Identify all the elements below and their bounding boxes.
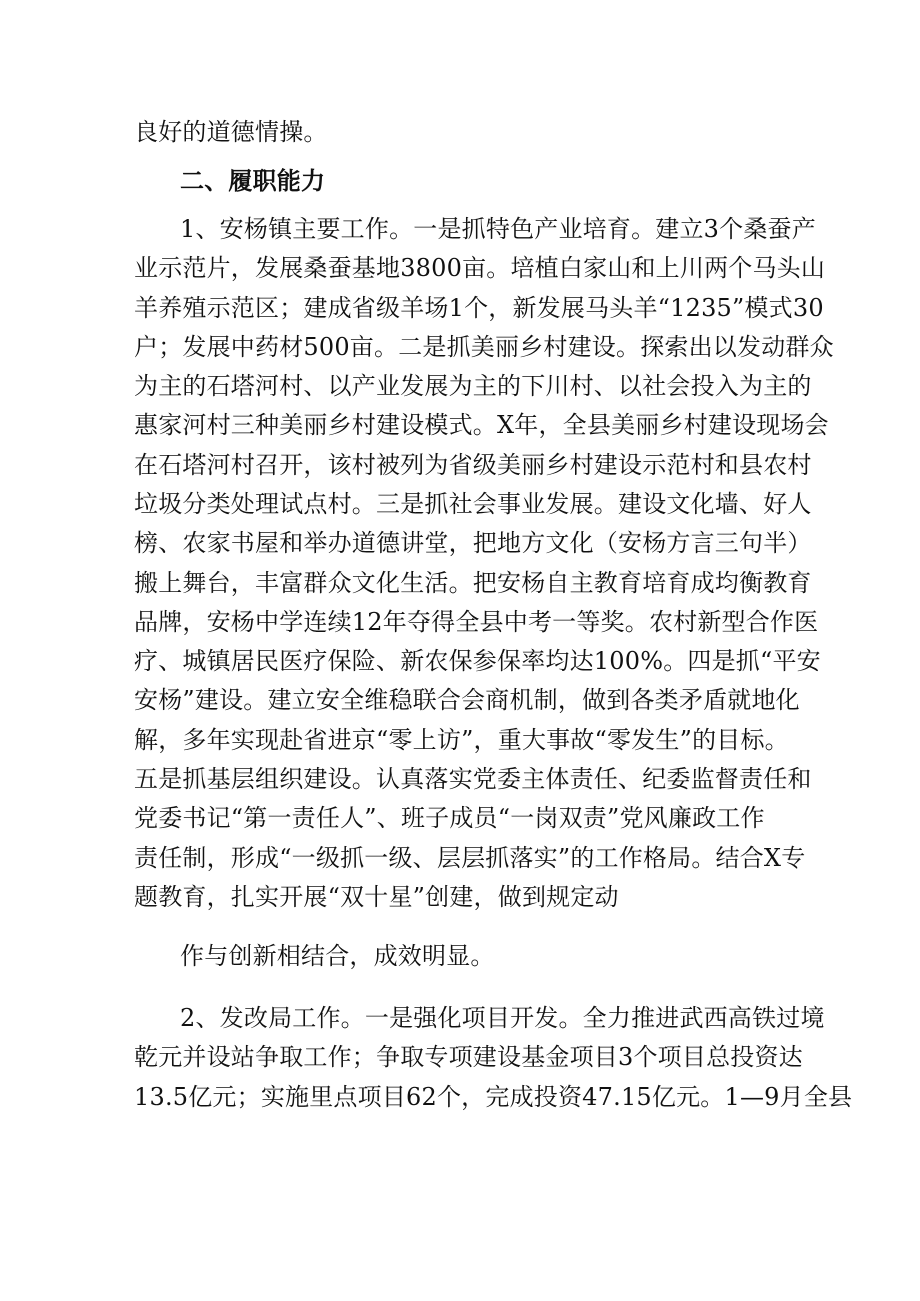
section-heading: 二、履职能力 — [180, 166, 326, 195]
text-line: 良好的道德情操。 — [134, 118, 328, 146]
text-line: 为主的石塔河村、以产业发展为主的下川村、以社会投入为主的 — [134, 372, 812, 400]
text-line: 党委书记“第一责任人”、班子成员“一岗双责”党风廉政工作 — [134, 804, 765, 832]
text-line: 题教育，扎实开展“双十星”创建，做到规定动 — [134, 883, 619, 911]
text-line: 安杨”建设。建立安全维稳联合会商机制，做到各类矛盾就地化 — [134, 686, 800, 714]
text-line: 榜、农家书屋和举办道德讲堂，把地方文化（安杨方言三句半） — [134, 529, 812, 557]
text-line: 羊养殖示范区；建成省级羊场1个，新发展马头羊“1235”模式30 — [134, 294, 824, 322]
paragraph-start: 1、安杨镇主要工作。一是抓特色产业培育。建立3个桑蚕产 — [180, 215, 816, 243]
text-line: 品牌，安杨中学连续12年夺得全县中考一等奖。农村新型合作医 — [134, 608, 819, 636]
text-line: 搬上舞台，丰富群众文化生活。把安杨自主教育培育成均衡教育 — [134, 569, 812, 597]
text-line: 作与创新相结合，成效明显。 — [180, 942, 495, 970]
text-line: 五是抓基层组织建设。认真落实党委主体责任、纪委监督责任和 — [134, 765, 812, 793]
text-line: 垃圾分类处理试点村。三是抓社会事业发展。建设文化墙、好人 — [134, 490, 812, 518]
text-line: 惠家河村三种美丽乡村建设模式。X年，全县美丽乡村建设现场会 — [134, 411, 829, 439]
text-line: 业示范片，发展桑蚕基地3800亩。培植白家山和上川两个马头山 — [134, 254, 826, 282]
text-line: 疗、城镇居民医疗保险、新农保参保率均达100%。四是抓“平安 — [134, 647, 821, 675]
text-line: 13.5亿元；实施里点项目62个，完成投资47.15亿元。1—9月全县 — [134, 1083, 853, 1111]
text-line: 在石塔河村召开，该村被列为省级美丽乡村建设示范村和县农村 — [134, 451, 812, 479]
text-line: 解，多年实现赴省进京“零上访”，重大事故“零发生”的目标。 — [134, 726, 789, 754]
text-line: 责任制，形成“一级抓一级、层层抓落实”的工作格局。结合X专 — [134, 844, 806, 872]
paragraph-start: 2、发改局工作。一是强化项目开发。全力推进武西高铁过境 — [180, 1004, 825, 1032]
text-line: 乾元并设站争取工作；争取专项建设基金项目3个项目总投资达 — [134, 1043, 803, 1071]
text-line: 户；发展中药材500亩。二是抓美丽乡村建设。探索出以发动群众 — [134, 333, 834, 361]
